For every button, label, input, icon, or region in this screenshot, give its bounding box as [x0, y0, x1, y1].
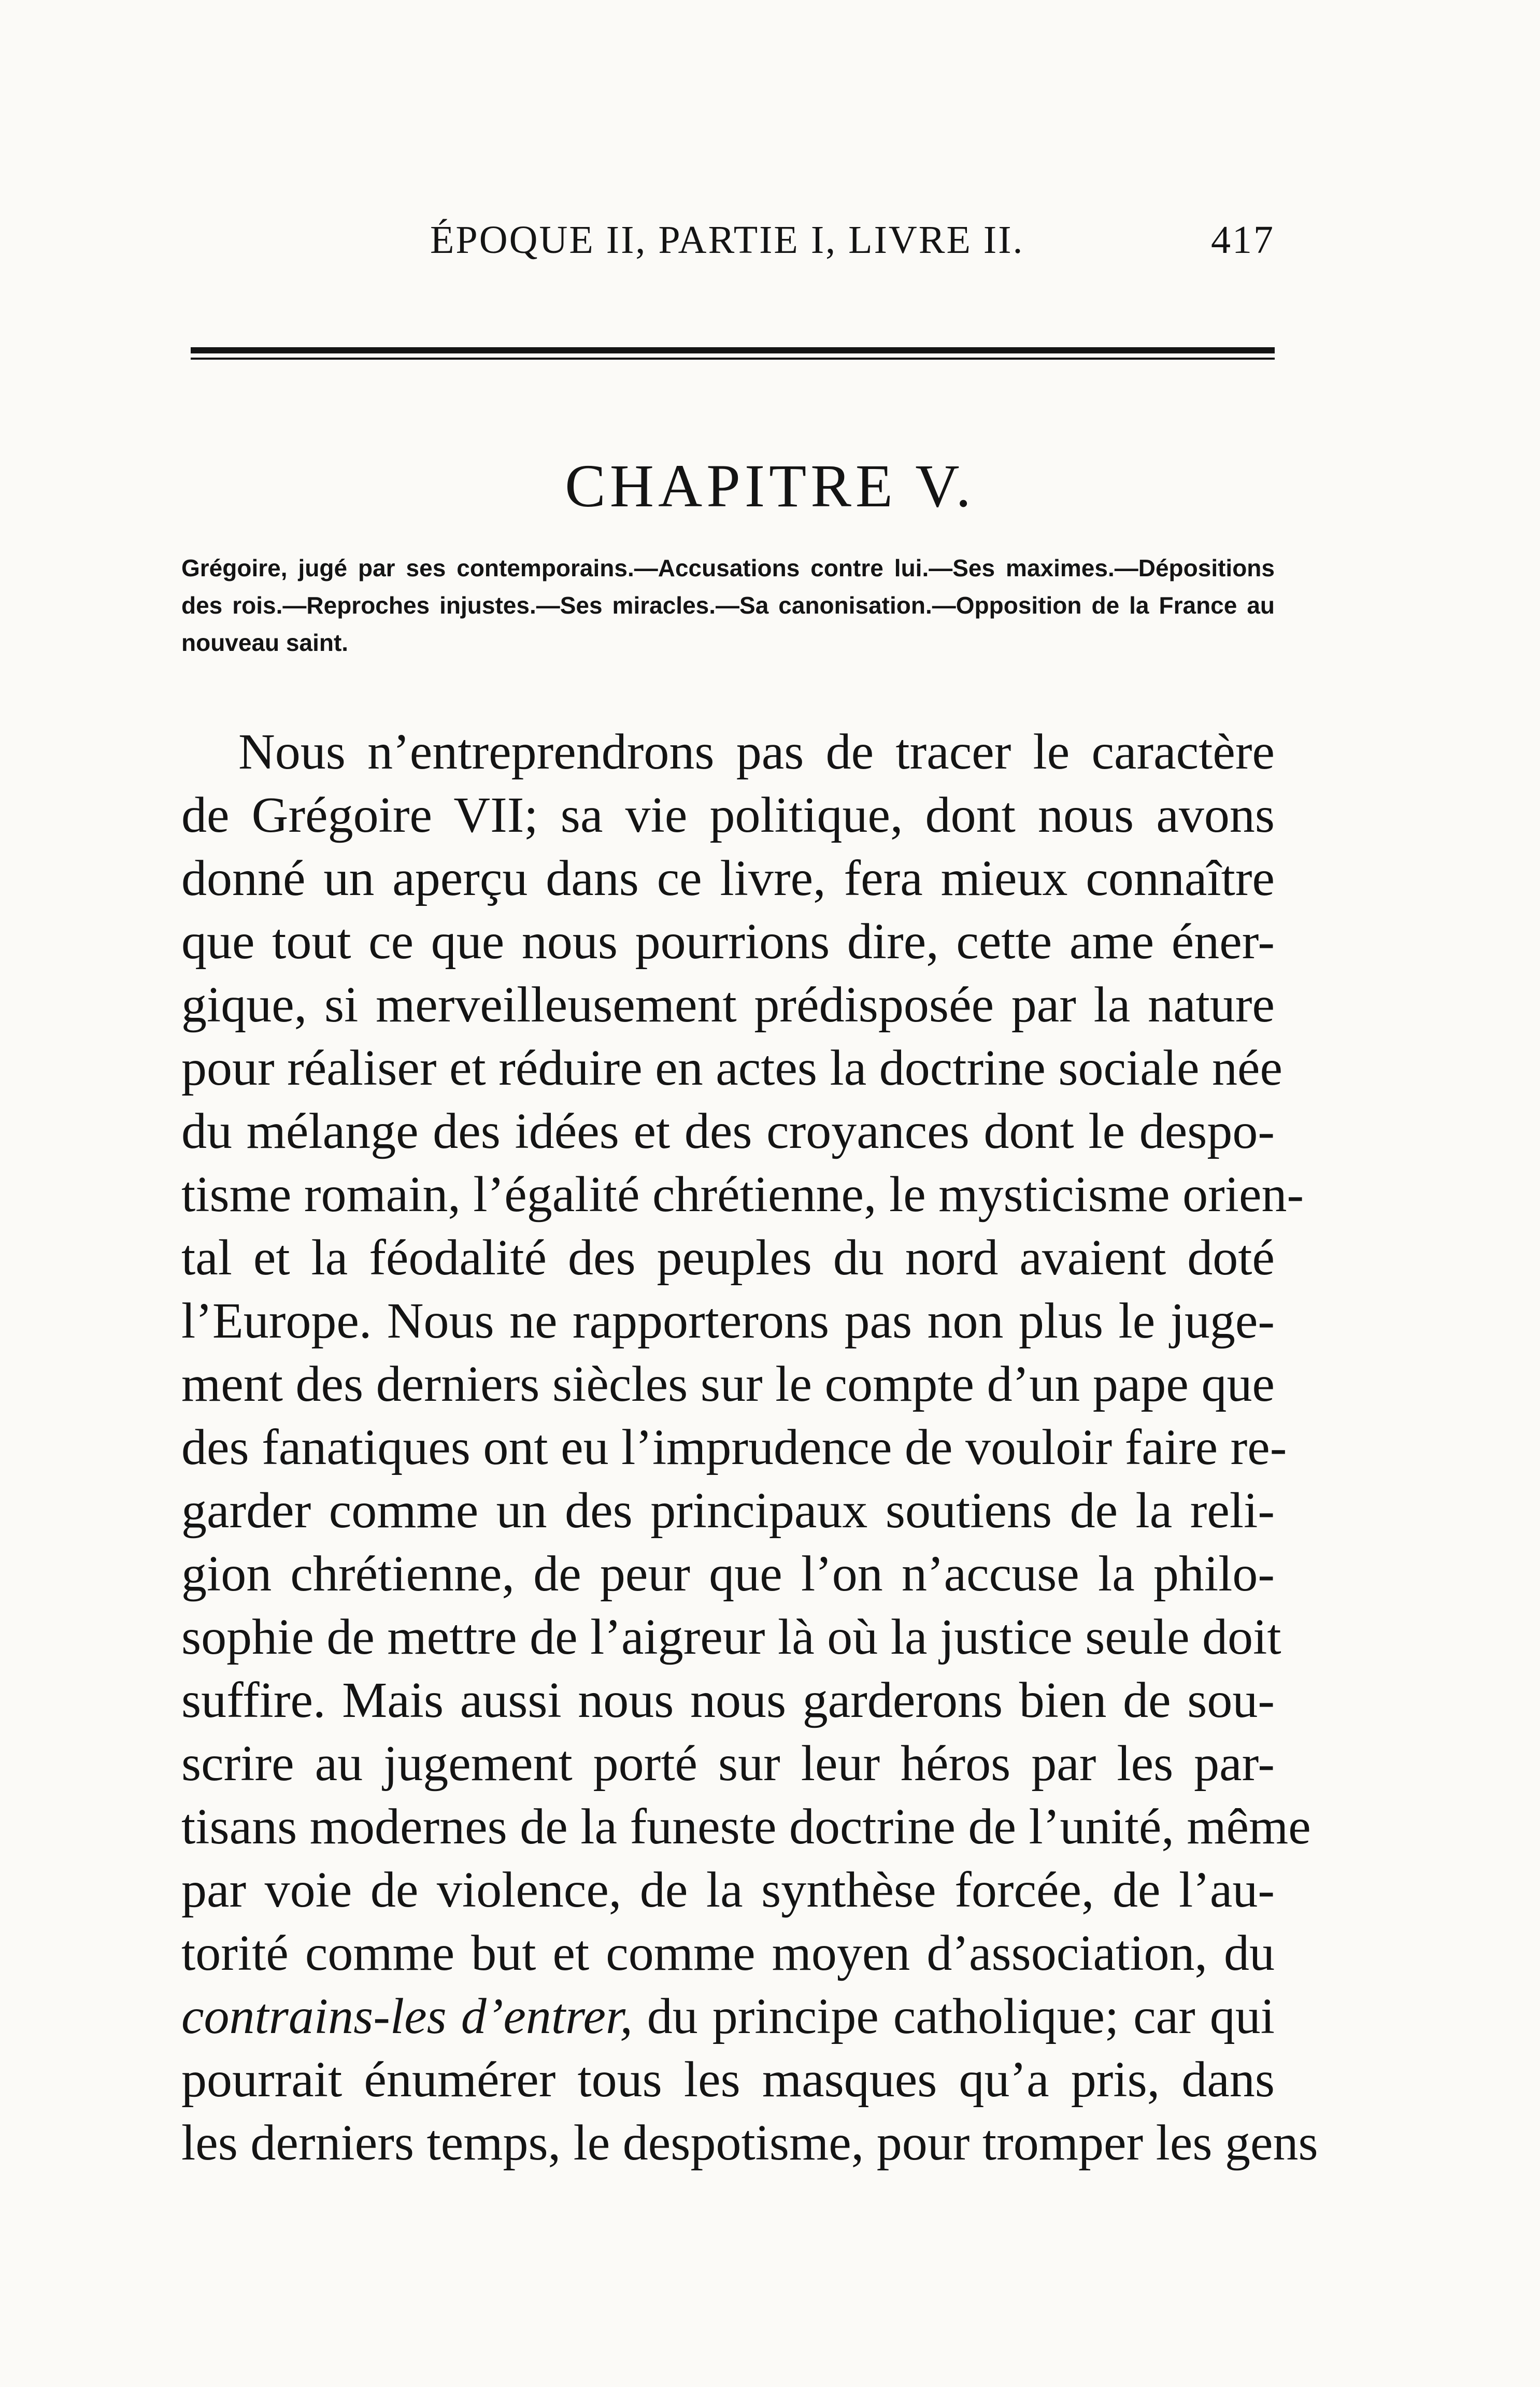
text-line: tisans modernes de la funeste doctrine de l’unité, même — [181, 1799, 1311, 1855]
chapter-summary: Grégoire, jugé par ses contemporains.—Accusations contre lui.—Ses maximes.—Dépositions des rois.—Reproches injustes.—Ses miracles.—Sa canonisation.—Opposition de la France au nouveau saint. — [181, 555, 1275, 656]
chapter-title: CHAPITRE V. — [565, 452, 975, 520]
text-line: garder comme un des principaux soutiens de la reli- — [181, 1483, 1275, 1539]
text-line: gique, si merveilleusement prédisposée par la nature — [181, 977, 1275, 1033]
text-line: par voie de violence, de la synthèse forcée, de l’au- — [181, 1862, 1275, 1918]
text-line: torité comme but et comme moyen d’association, du — [181, 1925, 1275, 1981]
header-rule-thin — [191, 358, 1275, 360]
text-line: les derniers temps, le despotisme, pour tromper les gens — [181, 2115, 1318, 2171]
text-line: tal et la féodalité des peuples du nord avaient doté — [181, 1230, 1275, 1286]
text-line: scrire au jugement porté sur leur héros par les par- — [181, 1736, 1275, 1792]
text-line: que tout ce que nous pourrions dire, cette ame éner- — [181, 914, 1275, 970]
text-line-mixed — [181, 1985, 1275, 2048]
text-line: tisme romain, l’égalité chrétienne, le mysticisme orien- — [181, 1167, 1304, 1223]
text-line: pourrait énumérer tous les masques qu’a pris, dans — [181, 2052, 1275, 2108]
text-line: l’Europe. Nous ne rapporterons pas non plus le juge- — [181, 1293, 1275, 1349]
text-line: gion chrétienne, de peur que l’on n’accuse la philo- — [181, 1546, 1275, 1602]
header-rule-thick — [191, 347, 1275, 353]
text-line: pour réaliser et réduire en actes la doctrine sociale née — [181, 1040, 1282, 1096]
text-line: suffire. Mais aussi nous nous garderons bien de sou- — [181, 1672, 1275, 1728]
running-head — [187, 218, 1275, 275]
text-line: Nous n’entreprendrons pas de tracer le caractère — [238, 724, 1275, 780]
italic-phrase: contrains-les d’entrer, — [181, 1988, 633, 2044]
body-text — [181, 720, 1318, 2175]
page-number: 417 — [1211, 218, 1275, 262]
text-line: de Grégoire VII; sa vie politique, dont nous avons — [181, 787, 1275, 843]
text-line: du mélange des idées et des croyances dont le despo- — [181, 1103, 1275, 1159]
line-rest: du principe catholique; car qui — [632, 1988, 1275, 2044]
text-line: sophie de mettre de l’aigreur là où la justice seule doit — [181, 1609, 1281, 1665]
text-line: ment des derniers siècles sur le compte d’un pape que — [181, 1356, 1275, 1412]
text-line: donné un aperçu dans ce livre, fera mieux connaître — [181, 850, 1275, 906]
running-title: ÉPOQUE II, PARTIE I, LIVRE II. — [430, 218, 1024, 262]
text-line: des fanatiques ont eu l’imprudence de vouloir faire re- — [181, 1419, 1287, 1475]
